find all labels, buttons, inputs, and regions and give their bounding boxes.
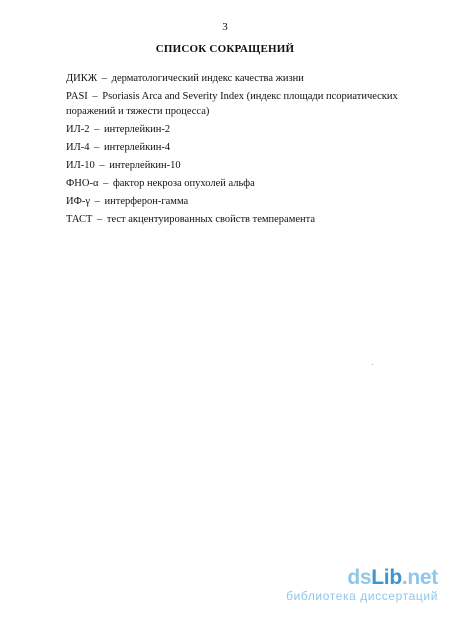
abbreviation-term: ИФ-γ	[66, 196, 91, 207]
page-number: 3	[222, 21, 228, 33]
abbreviation-definition: Psoriasis Arca and Severity Index (индекс площади псориатических поражений и тяжести процесса)	[66, 91, 398, 117]
watermark-logo	[286, 567, 438, 589]
abbreviation-term: ИЛ-4	[66, 142, 90, 153]
abbreviation-term: ФНО-α	[66, 178, 99, 189]
abbreviation-item-dikzh	[66, 71, 411, 86]
abbreviation-item-pasi	[66, 89, 411, 119]
page-title: СПИСОК СОКРАЩЕНИЙ	[155, 43, 295, 55]
abbreviation-definition: фактор некроза опухолей альфа	[112, 178, 255, 189]
dash-separator: –	[101, 73, 108, 84]
dash-separator: –	[94, 142, 100, 153]
watermark-logo-lib: Lib	[371, 566, 402, 589]
scan-speck	[372, 364, 373, 365]
abbreviation-term: ИЛ-10	[66, 160, 95, 171]
abbreviation-definition: интерлейкин-2	[103, 124, 171, 135]
dash-separator: –	[97, 214, 103, 225]
abbreviation-item-tast	[66, 212, 411, 227]
abbreviation-item-il10	[66, 158, 411, 173]
abbreviation-definition: интерлейкин-4	[103, 142, 171, 153]
watermark-logo-net: .net	[401, 566, 438, 589]
abbreviation-definition: дерматологический индекс качества жизни	[111, 73, 304, 84]
abbreviation-item-fno	[66, 176, 411, 191]
abbreviation-term: PASI	[66, 91, 88, 102]
abbreviation-term: ТАСТ	[66, 214, 93, 225]
watermark-logo-ds: ds	[347, 566, 372, 589]
abbreviation-item-if	[66, 194, 411, 209]
abbreviation-item-il4	[66, 140, 411, 155]
dash-separator: –	[99, 160, 105, 171]
watermark-tagline: библиотека диссертаций	[286, 589, 438, 603]
abbreviation-term: ДИКЖ	[66, 73, 98, 84]
abbreviation-item-il2	[66, 122, 411, 137]
dash-separator: –	[92, 91, 98, 102]
dash-separator: –	[94, 196, 100, 207]
dash-separator: –	[103, 178, 109, 189]
abbreviation-definition: интерферон-гамма	[104, 196, 189, 207]
abbreviation-definition: тест акцентуированных свойств темперамента	[106, 214, 316, 225]
abbreviation-definition: интерлейкин-10	[109, 160, 181, 171]
abbreviation-term: ИЛ-2	[66, 124, 90, 135]
watermark	[286, 567, 438, 603]
dash-separator: –	[94, 124, 100, 135]
abbreviation-list	[66, 71, 411, 230]
